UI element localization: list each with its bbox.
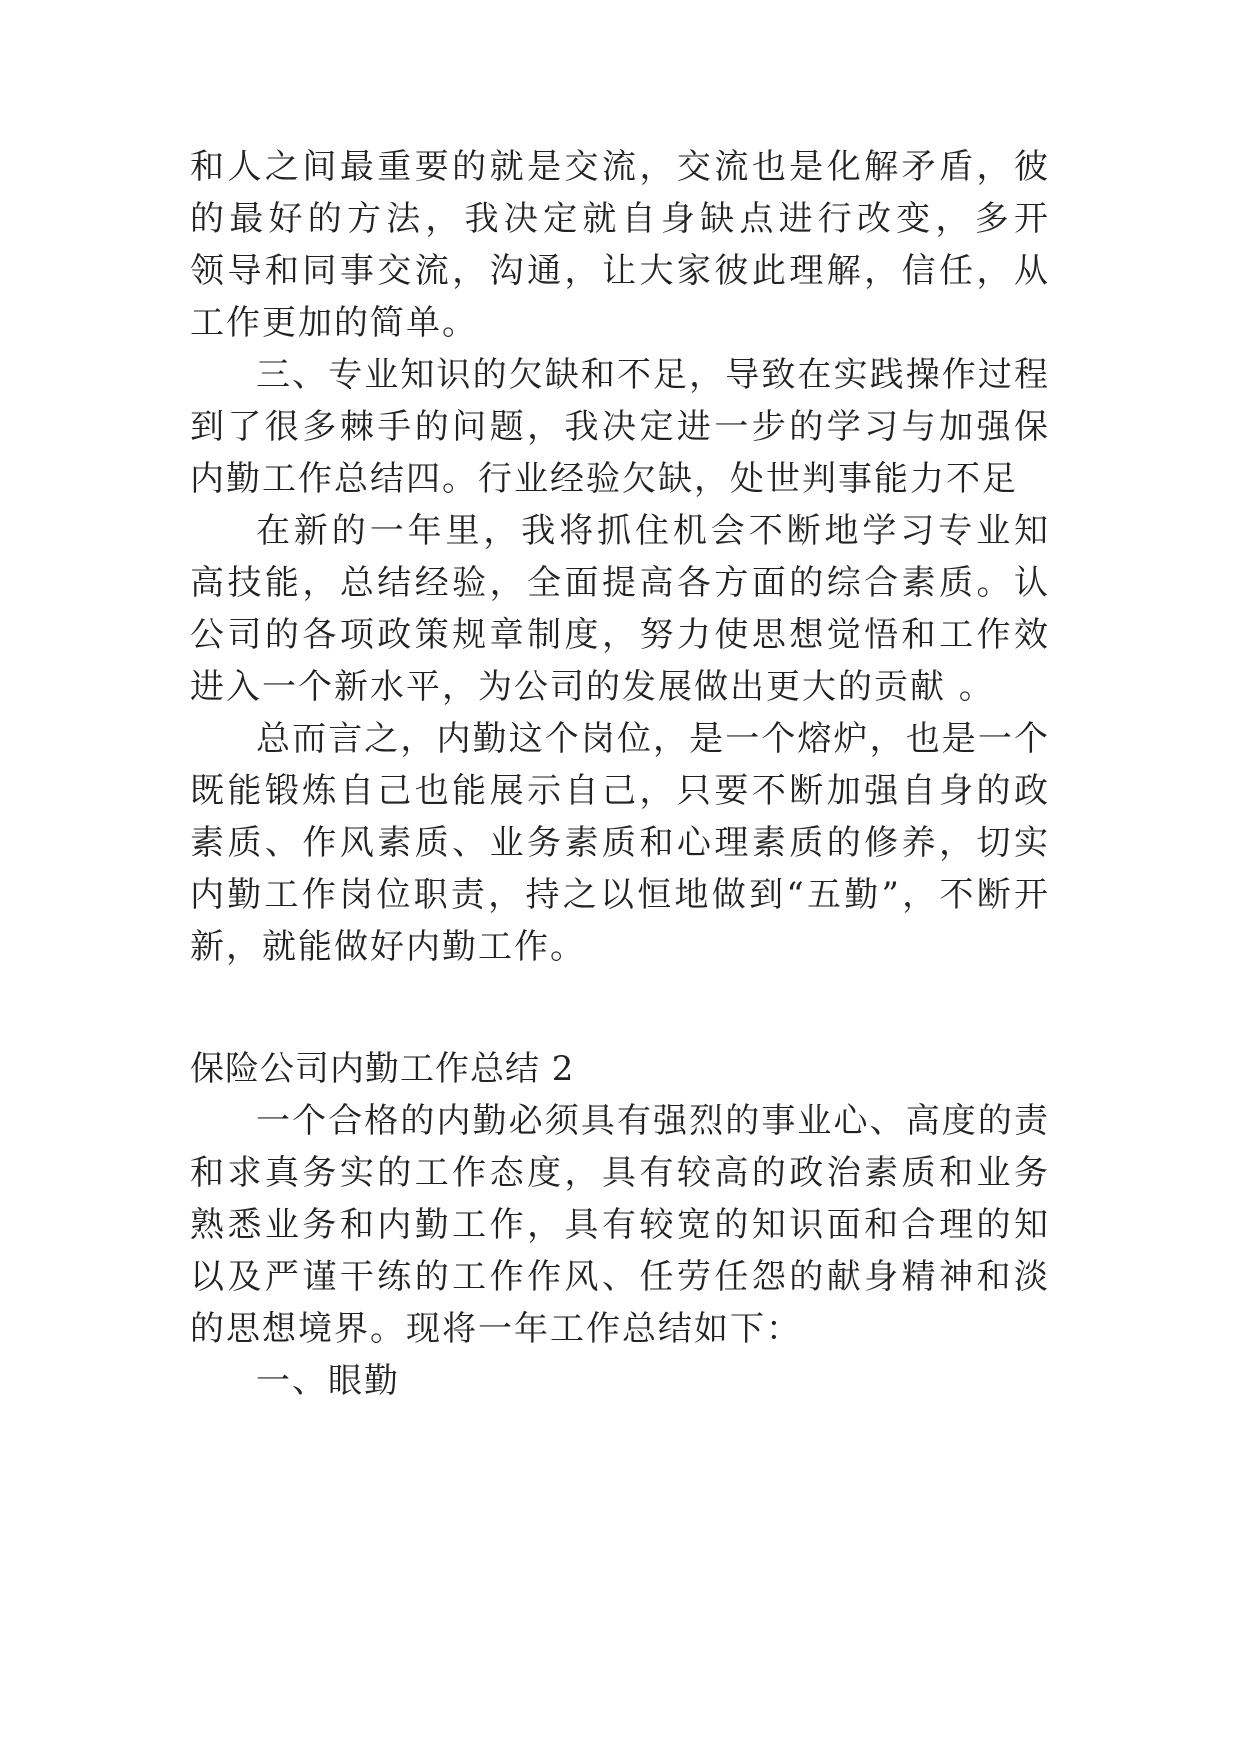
body-text-line: 熟悉业务和内勤工作，具有较宽的知识面和合理的知 bbox=[190, 1205, 1050, 1245]
body-text-line: 工作更加的简单。 bbox=[190, 303, 478, 343]
body-text-line: 和求真务实的工作态度，具有较高的政治素质和业务 bbox=[190, 1153, 1050, 1193]
subheading: 一、眼勤 bbox=[256, 1361, 400, 1401]
body-text-line: 素质、作风素质、业务素质和心理素质的修养，切实 bbox=[190, 823, 1050, 863]
body-text-line: 到了很多棘手的问题，我决定进一步的学习与加强保 bbox=[190, 407, 1050, 447]
body-text-line: 既能锻炼自己也能展示自己，只要不断加强自身的政 bbox=[190, 771, 1050, 811]
body-text-line: 高技能，总结经验，全面提高各方面的综合素质。认 bbox=[190, 563, 1050, 603]
body-text-line: 进入一个新水平，为公司的发展做出更大的贡献 。 bbox=[190, 667, 995, 707]
body-text-line: 公司的各项政策规章制度，努力使思想觉悟和工作效 bbox=[190, 615, 1050, 655]
body-text-line: 总而言之，内勤这个岗位，是一个熔炉，也是一个 bbox=[256, 719, 1050, 759]
body-text-line: 领导和同事交流，沟通，让大家彼此理解，信任，从 bbox=[190, 251, 1050, 291]
body-text-line: 的思想境界。现将一年工作总结如下： bbox=[190, 1309, 802, 1349]
body-text-line: 三、专业知识的欠缺和不足，导致在实践操作过程 bbox=[256, 355, 1050, 395]
body-text-line: 以及严谨干练的工作作风、任劳任怨的献身精神和淡 bbox=[190, 1257, 1050, 1297]
body-text-line: 新，就能做好内勤工作。 bbox=[190, 927, 586, 967]
body-text-line: 内勤工作岗位职责，持之以恒地做到“五勤”，不断开 bbox=[190, 875, 1050, 915]
body-text-line: 在新的一年里，我将抓住机会不断地学习专业知 bbox=[256, 511, 1050, 551]
section-heading: 保险公司内勤工作总结 2 bbox=[190, 1049, 575, 1089]
body-text-line: 的最好的方法，我决定就自身缺点进行改变，多开 bbox=[190, 199, 1050, 239]
body-text-line: 内勤工作总结四。行业经验欠缺，处世判事能力不足 bbox=[190, 459, 1018, 499]
body-text-line: 一个合格的内勤必须具有强烈的事业心、高度的责 bbox=[256, 1101, 1050, 1141]
body-text-line: 和人之间最重要的就是交流，交流也是化解矛盾，彼 bbox=[190, 147, 1050, 187]
